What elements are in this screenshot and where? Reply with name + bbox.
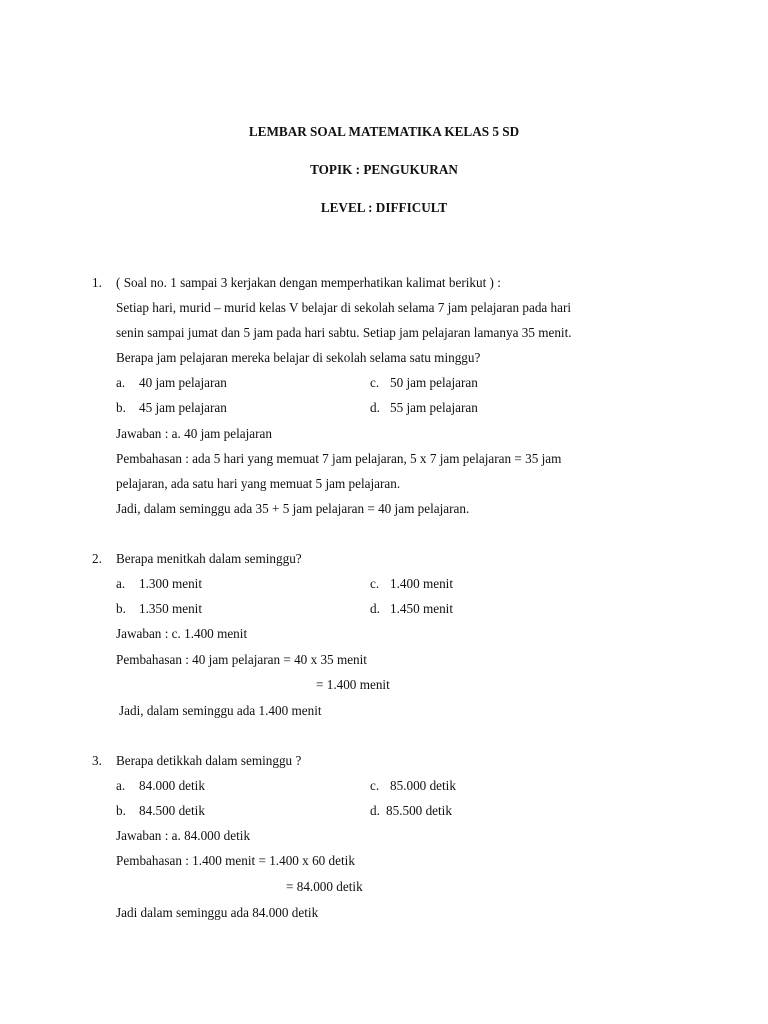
answer-line: Jawaban : a. 40 jam pelajaran <box>116 426 272 441</box>
option-text: 45 jam pelajaran <box>139 400 227 415</box>
option-letter: d. <box>370 803 380 818</box>
option-letter: d. <box>370 400 380 415</box>
answer-line: Jawaban : a. 84.000 detik <box>116 828 251 843</box>
question-number: 3. <box>92 753 102 768</box>
question-text-line: senin sampai jumat dan 5 jam pada hari sabtu. Setiap jam pelajaran lamanya 35 menit. <box>116 325 572 340</box>
question-number: 2. <box>92 551 102 566</box>
explanation-line: Pembahasan : ada 5 hari yang memuat 7 jam pelajaran, 5 x 7 jam pelajaran = 35 jam <box>116 451 562 466</box>
option-letter: c. <box>370 576 380 591</box>
option-letter: b. <box>116 400 126 415</box>
option-text: 1.400 menit <box>390 576 454 591</box>
option-letter: d. <box>370 601 380 616</box>
explanation-line: = 84.000 detik <box>286 879 363 894</box>
option-letter: a. <box>116 375 126 390</box>
option-letter: b. <box>116 803 126 818</box>
option-letter: c. <box>370 375 380 390</box>
explanation-line: Jadi, dalam seminggu ada 1.400 menit <box>119 703 322 718</box>
worksheet-title: LEMBAR SOAL MATEMATIKA KELAS 5 SD <box>248 124 520 139</box>
explanation-line: Pembahasan : 1.400 menit = 1.400 x 60 detik <box>116 853 355 868</box>
option-text: 1.350 menit <box>139 601 203 616</box>
question-text-line: Berapa jam pelajaran mereka belajar di sekolah selama satu minggu? <box>116 350 481 365</box>
answer-line: Jawaban : c. 1.400 menit <box>116 626 248 641</box>
worksheet-level: LEVEL : DIFFICULT <box>320 200 448 215</box>
option-text: 85.000 detik <box>390 778 456 793</box>
question-text: Berapa detikkah dalam seminggu ? <box>116 753 302 768</box>
option-text: 50 jam pelajaran <box>390 375 478 390</box>
option-letter: b. <box>116 601 126 616</box>
option-text: 84.000 detik <box>139 778 205 793</box>
option-text: 84.500 detik <box>139 803 205 818</box>
explanation-line: = 1.400 menit <box>316 677 390 692</box>
option-text: 55 jam pelajaran <box>390 400 478 415</box>
option-text: 1.300 menit <box>139 576 203 591</box>
explanation-line: Jadi dalam seminggu ada 84.000 detik <box>116 905 319 920</box>
option-letter: c. <box>370 778 380 793</box>
worksheet-topic: TOPIK : PENGUKURAN <box>310 162 458 177</box>
explanation-line: Jadi, dalam seminggu ada 35 + 5 jam pelajaran = 40 jam pelajaran. <box>116 501 470 516</box>
question-number: 1. <box>92 275 102 290</box>
question-text: Berapa menitkah dalam seminggu? <box>116 551 302 566</box>
option-text: 85.500 detik <box>386 803 452 818</box>
option-text: 40 jam pelajaran <box>139 375 227 390</box>
explanation-line: pelajaran, ada satu hari yang memuat 5 jam pelajaran. <box>116 476 401 491</box>
option-letter: a. <box>116 778 126 793</box>
option-letter: a. <box>116 576 126 591</box>
question-instruction: ( Soal no. 1 sampai 3 kerjakan dengan memperhatikan kalimat berikut ) : <box>116 275 501 290</box>
option-text: 1.450 menit <box>390 601 454 616</box>
question-text-line: Setiap hari, murid – murid kelas V belajar di sekolah selama 7 jam pelajaran pada hari <box>116 300 572 315</box>
explanation-line: Pembahasan : 40 jam pelajaran = 40 x 35 menit <box>116 652 367 667</box>
